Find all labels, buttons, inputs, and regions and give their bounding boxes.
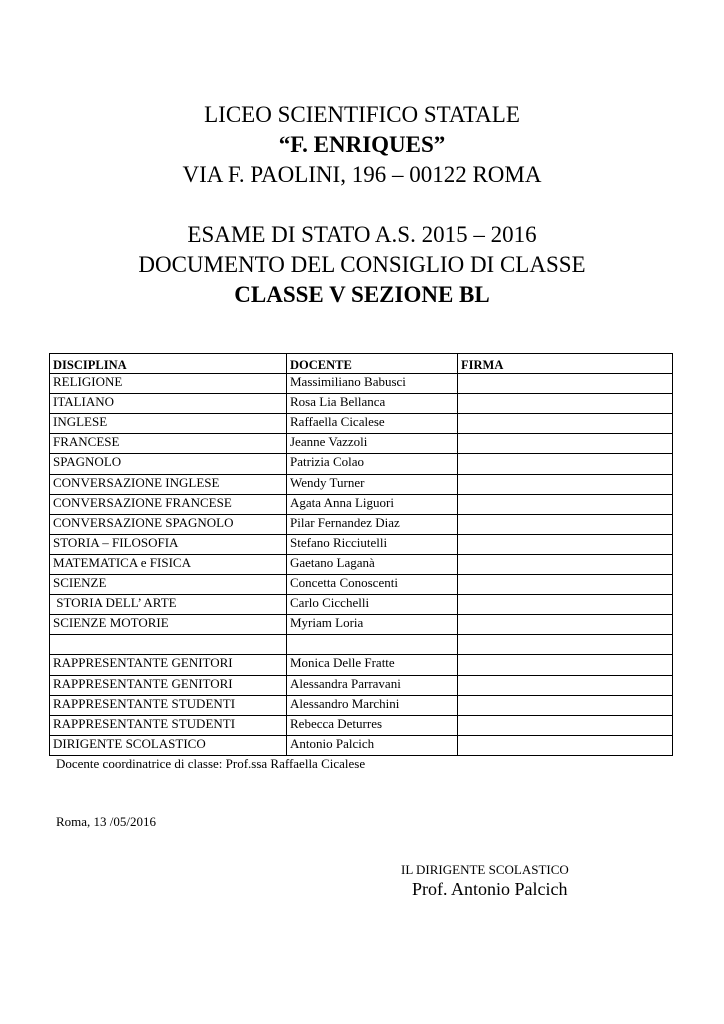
firma-cell[interactable] bbox=[458, 414, 673, 434]
table-row bbox=[50, 434, 673, 454]
firma-cell[interactable] bbox=[458, 575, 673, 595]
table-row bbox=[50, 575, 673, 595]
table-row bbox=[50, 474, 673, 494]
docente-cell: Wendy Turner bbox=[287, 474, 458, 494]
firma-cell[interactable] bbox=[458, 715, 673, 735]
firma-cell[interactable] bbox=[458, 434, 673, 454]
table-row bbox=[50, 414, 673, 434]
table-row bbox=[50, 374, 673, 394]
disciplina-cell: STORIA DELL’ ARTE bbox=[50, 595, 287, 615]
column-header-disciplina: DISCIPLINA bbox=[50, 354, 287, 374]
class-coordinator: Docente coordinatrice di classe: Prof.ssa Raffaella Cicalese bbox=[56, 756, 366, 771]
disciplina-cell: RAPPRESENTANTE GENITORI bbox=[50, 675, 287, 695]
column-header-docente: DOCENTE bbox=[287, 354, 458, 374]
table-row bbox=[50, 635, 673, 655]
table-row bbox=[50, 715, 673, 735]
column-header-firma: FIRMA bbox=[458, 354, 673, 374]
table-row bbox=[50, 615, 673, 635]
disciplina-cell: RAPPRESENTANTE GENITORI bbox=[50, 655, 287, 675]
signatory-title: IL DIRIGENTE SCOLASTICO bbox=[401, 862, 569, 877]
signature-table bbox=[49, 353, 673, 756]
disciplina-cell: ITALIANO bbox=[50, 394, 287, 414]
disciplina-cell: MATEMATICA e FISICA bbox=[50, 554, 287, 574]
signatory-name: Prof. Antonio Palcich bbox=[412, 879, 568, 899]
disciplina-cell bbox=[50, 635, 287, 655]
firma-cell[interactable] bbox=[458, 635, 673, 655]
disciplina-cell: CONVERSAZIONE INGLESE bbox=[50, 474, 287, 494]
disciplina-cell: STORIA – FILOSOFIA bbox=[50, 534, 287, 554]
disciplina-cell: SCIENZE MOTORIE bbox=[50, 615, 287, 635]
school-address: VIA F. PAOLINI, 196 – 00122 ROMA bbox=[182, 162, 542, 187]
docente-cell: Rosa Lia Bellanca bbox=[287, 394, 458, 414]
document-title: DOCUMENTO DEL CONSIGLIO DI CLASSE bbox=[138, 252, 586, 277]
school-name: “F. ENRIQUES” bbox=[278, 132, 446, 157]
disciplina-cell: RAPPRESENTANTE STUDENTI bbox=[50, 715, 287, 735]
docente-cell: Patrizia Colao bbox=[287, 454, 458, 474]
disciplina-cell: CONVERSAZIONE FRANCESE bbox=[50, 494, 287, 514]
exam-title: ESAME DI STATO A.S. 2015 – 2016 bbox=[187, 222, 537, 247]
docente-cell: Carlo Cicchelli bbox=[287, 595, 458, 615]
table-row bbox=[50, 595, 673, 615]
docente-cell: Gaetano Laganà bbox=[287, 554, 458, 574]
class-title: CLASSE V SEZIONE BL bbox=[234, 282, 490, 307]
docente-cell: Antonio Palcich bbox=[287, 735, 458, 755]
disciplina-cell: RAPPRESENTANTE STUDENTI bbox=[50, 695, 287, 715]
disciplina-cell: CONVERSAZIONE SPAGNOLO bbox=[50, 514, 287, 534]
firma-cell[interactable] bbox=[458, 494, 673, 514]
docente-cell: Raffaella Cicalese bbox=[287, 414, 458, 434]
table-row bbox=[50, 655, 673, 675]
school-type: LICEO SCIENTIFICO STATALE bbox=[204, 102, 520, 127]
docente-cell: Rebecca Deturres bbox=[287, 715, 458, 735]
header-spacer bbox=[0, 190, 724, 220]
firma-cell[interactable] bbox=[458, 534, 673, 554]
firma-cell[interactable] bbox=[458, 595, 673, 615]
firma-cell[interactable] bbox=[458, 454, 673, 474]
document-header bbox=[0, 100, 724, 310]
docente-cell: Myriam Loria bbox=[287, 615, 458, 635]
docente-cell: Alessandra Parravani bbox=[287, 675, 458, 695]
firma-cell[interactable] bbox=[458, 474, 673, 494]
firma-cell[interactable] bbox=[458, 655, 673, 675]
table-row bbox=[50, 695, 673, 715]
docente-cell: Monica Delle Fratte bbox=[287, 655, 458, 675]
firma-cell[interactable] bbox=[458, 514, 673, 534]
docente-cell bbox=[287, 635, 458, 655]
disciplina-cell: SCIENZE bbox=[50, 575, 287, 595]
disciplina-cell: RELIGIONE bbox=[50, 374, 287, 394]
docente-cell: Massimiliano Babusci bbox=[287, 374, 458, 394]
firma-cell[interactable] bbox=[458, 374, 673, 394]
table-row bbox=[50, 454, 673, 474]
place-date: Roma, 13 /05/2016 bbox=[56, 814, 157, 829]
docente-cell: Alessandro Marchini bbox=[287, 695, 458, 715]
docente-cell: Agata Anna Liguori bbox=[287, 494, 458, 514]
table-row bbox=[50, 675, 673, 695]
docente-cell: Pilar Fernandez Diaz bbox=[287, 514, 458, 534]
table-row bbox=[50, 514, 673, 534]
firma-cell[interactable] bbox=[458, 554, 673, 574]
docente-cell: Stefano Ricciutelli bbox=[287, 534, 458, 554]
disciplina-cell: SPAGNOLO bbox=[50, 454, 287, 474]
table-row bbox=[50, 554, 673, 574]
firma-cell[interactable] bbox=[458, 615, 673, 635]
table-row bbox=[50, 494, 673, 514]
firma-cell[interactable] bbox=[458, 695, 673, 715]
table-row bbox=[50, 735, 673, 755]
table-row bbox=[50, 394, 673, 414]
table-row bbox=[50, 534, 673, 554]
docente-cell: Jeanne Vazzoli bbox=[287, 434, 458, 454]
docente-cell: Concetta Conoscenti bbox=[287, 575, 458, 595]
disciplina-cell: DIRIGENTE SCOLASTICO bbox=[50, 735, 287, 755]
firma-cell[interactable] bbox=[458, 675, 673, 695]
disciplina-cell: INGLESE bbox=[50, 414, 287, 434]
firma-cell[interactable] bbox=[458, 735, 673, 755]
firma-cell[interactable] bbox=[458, 394, 673, 414]
disciplina-cell: FRANCESE bbox=[50, 434, 287, 454]
table-body bbox=[50, 374, 673, 756]
table-header-row bbox=[50, 354, 673, 374]
